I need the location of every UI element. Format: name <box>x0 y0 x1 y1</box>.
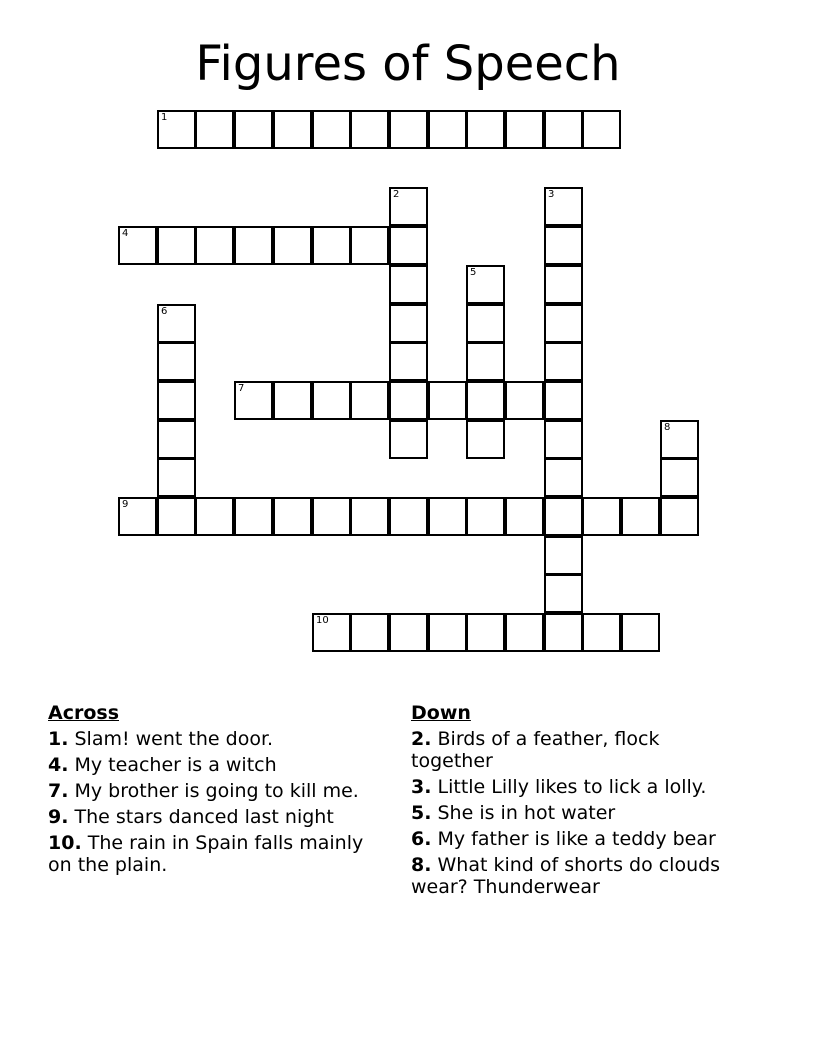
grid-cell[interactable] <box>466 497 505 536</box>
clue-across <box>48 754 378 776</box>
clue-number: 1. <box>48 728 69 750</box>
grid-cell[interactable] <box>428 381 467 420</box>
grid-cell[interactable] <box>312 110 351 149</box>
grid-cell[interactable] <box>389 304 428 343</box>
clue-number: 10. <box>48 832 82 854</box>
grid-cell[interactable] <box>389 381 428 420</box>
grid-cell[interactable] <box>118 226 157 265</box>
grid-cell[interactable] <box>157 497 196 536</box>
grid-cell[interactable] <box>157 304 196 343</box>
grid-cell[interactable] <box>157 458 196 497</box>
clue-text: The stars danced last night <box>74 806 334 828</box>
grid-cell[interactable] <box>466 304 505 343</box>
clue-text: My brother is going to kill me. <box>74 780 359 802</box>
grid-cell[interactable] <box>273 110 312 149</box>
grid-cell[interactable] <box>544 187 583 226</box>
grid-cell[interactable] <box>544 226 583 265</box>
grid-cell[interactable] <box>544 536 583 575</box>
grid-cell[interactable] <box>544 458 583 497</box>
cell-number: 8 <box>664 422 671 433</box>
cell-number: 4 <box>122 228 129 239</box>
grid-cell[interactable] <box>505 613 544 652</box>
grid-cell[interactable] <box>544 381 583 420</box>
grid-cell[interactable] <box>660 458 699 497</box>
grid-cell[interactable] <box>582 497 621 536</box>
grid-cell[interactable] <box>312 226 351 265</box>
grid-cell[interactable] <box>544 613 583 652</box>
grid-cell[interactable] <box>544 574 583 613</box>
clue-text: What kind of shorts do clouds wear? Thunderwear <box>411 854 721 898</box>
cell-number: 1 <box>161 112 168 123</box>
cell-number: 5 <box>470 267 477 278</box>
grid-cell[interactable] <box>389 187 428 226</box>
across-heading: Across <box>48 702 120 724</box>
clue-down <box>411 828 741 850</box>
grid-cell[interactable] <box>350 110 389 149</box>
grid-cell[interactable] <box>505 110 544 149</box>
clue-across <box>48 832 378 876</box>
grid-cell[interactable] <box>660 497 699 536</box>
grid-cell[interactable] <box>428 110 467 149</box>
clue-across <box>48 806 378 828</box>
clue-number: 7. <box>48 780 69 802</box>
grid-cell[interactable] <box>389 110 428 149</box>
clue-text: My father is like a teddy bear <box>437 828 716 850</box>
grid-cell[interactable] <box>621 497 660 536</box>
cell-number: 6 <box>161 306 168 317</box>
grid-cell[interactable] <box>466 420 505 459</box>
down-clues <box>411 702 741 902</box>
clue-number: 2. <box>411 728 432 750</box>
grid-cell[interactable] <box>195 226 234 265</box>
grid-cell[interactable] <box>428 613 467 652</box>
grid-cell[interactable] <box>118 497 157 536</box>
grid-cell[interactable] <box>505 381 544 420</box>
clue-number: 4. <box>48 754 69 776</box>
grid-cell[interactable] <box>273 381 312 420</box>
grid-cell[interactable] <box>389 613 428 652</box>
clue-number: 3. <box>411 776 432 798</box>
cell-number: 2 <box>393 189 400 200</box>
clue-down <box>411 776 741 798</box>
clue-text: She is in hot water <box>437 802 616 824</box>
clue-text: My teacher is a witch <box>74 754 277 776</box>
grid-cell[interactable] <box>273 226 312 265</box>
grid-cell[interactable] <box>350 381 389 420</box>
grid-cell[interactable] <box>312 613 351 652</box>
puzzle-title: Figures of Speech <box>195 36 621 92</box>
grid-cell[interactable] <box>582 613 621 652</box>
grid-cell[interactable] <box>157 342 196 381</box>
clue-text: The rain in Spain falls mainly on the plain. <box>48 832 364 876</box>
grid-cell[interactable] <box>466 265 505 304</box>
clue-number: 6. <box>411 828 432 850</box>
grid-cell[interactable] <box>544 420 583 459</box>
across-clues <box>48 702 378 880</box>
clue-text: Slam! went the door. <box>74 728 274 750</box>
grid-cell[interactable] <box>466 342 505 381</box>
grid-cell[interactable] <box>428 497 467 536</box>
grid-cell[interactable] <box>312 497 351 536</box>
grid-cell[interactable] <box>157 381 196 420</box>
cell-number: 10 <box>316 615 329 626</box>
grid-cell[interactable] <box>544 110 583 149</box>
grid-cell[interactable] <box>466 110 505 149</box>
clue-number: 9. <box>48 806 69 828</box>
clue-across <box>48 728 378 750</box>
grid-cell[interactable] <box>195 497 234 536</box>
grid-cell[interactable] <box>582 110 621 149</box>
grid-cell[interactable] <box>234 381 273 420</box>
grid-cell[interactable] <box>544 265 583 304</box>
clue-text: Birds of a feather, flock together <box>411 728 660 772</box>
down-heading: Down <box>411 702 471 724</box>
grid-cell[interactable] <box>389 497 428 536</box>
grid-cell[interactable] <box>505 497 544 536</box>
grid-cell[interactable] <box>195 110 234 149</box>
clue-down <box>411 802 741 824</box>
grid-cell[interactable] <box>660 420 699 459</box>
grid-cell[interactable] <box>466 381 505 420</box>
grid-cell[interactable] <box>389 265 428 304</box>
grid-cell[interactable] <box>544 497 583 536</box>
grid-cell[interactable] <box>157 226 196 265</box>
grid-cell[interactable] <box>234 497 273 536</box>
cell-number: 9 <box>122 499 129 510</box>
grid-cell[interactable] <box>621 613 660 652</box>
grid-cell[interactable] <box>389 420 428 459</box>
grid-cell[interactable] <box>234 226 273 265</box>
clue-number: 5. <box>411 802 432 824</box>
grid-cell[interactable] <box>350 613 389 652</box>
grid-cell[interactable] <box>350 497 389 536</box>
cell-number: 3 <box>548 189 555 200</box>
clue-down <box>411 854 741 898</box>
cell-number: 7 <box>238 383 245 394</box>
clue-down <box>411 728 741 772</box>
clue-across <box>48 780 378 802</box>
grid-cell[interactable] <box>234 110 273 149</box>
grid-cell[interactable] <box>350 226 389 265</box>
grid-cell[interactable] <box>312 381 351 420</box>
grid-cell[interactable] <box>157 420 196 459</box>
grid-cell[interactable] <box>466 613 505 652</box>
clue-number: 8. <box>411 854 432 876</box>
grid-cell[interactable] <box>544 304 583 343</box>
clue-text: Little Lilly likes to lick a lolly. <box>437 776 707 798</box>
grid-cell[interactable] <box>157 110 196 149</box>
grid-cell[interactable] <box>273 497 312 536</box>
grid-cell[interactable] <box>389 226 428 265</box>
grid-cell[interactable] <box>389 342 428 381</box>
grid-cell[interactable] <box>544 342 583 381</box>
